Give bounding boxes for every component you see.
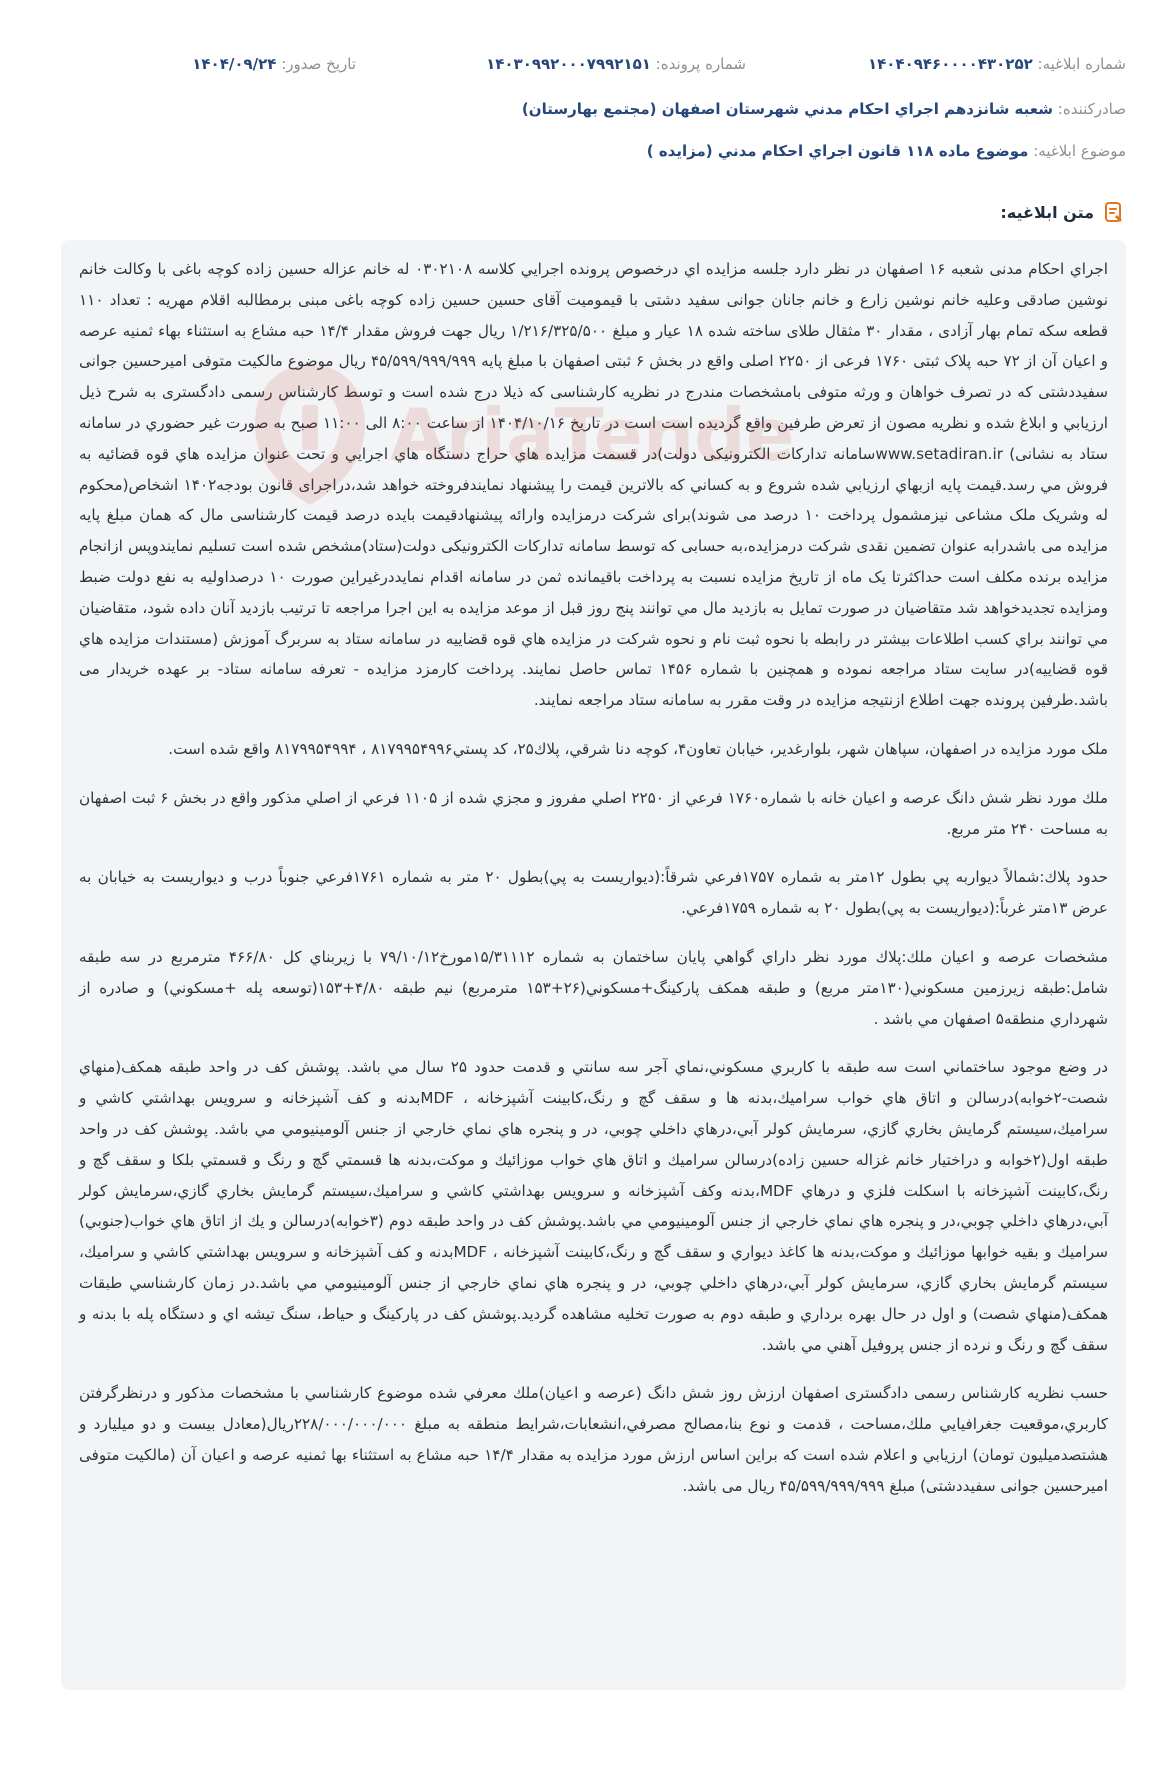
issue-date-label: تاریخ صدور: (281, 55, 356, 73)
issuer-row (48, 100, 1126, 128)
notice-body-box (61, 240, 1126, 1690)
document-icon (1102, 200, 1126, 224)
header-meta-row (48, 55, 1126, 83)
case-number (486, 55, 746, 73)
issuer-label: صادرکننده: (1057, 100, 1126, 118)
notice-body-heading (1000, 200, 1126, 224)
issue-date-value: ۱۴۰۴/۰۹/۲۴ (192, 55, 277, 73)
notice-body-title: متن ابلاغیه: (1000, 202, 1094, 222)
case-number-label: شماره پرونده: (655, 55, 746, 73)
paragraph-current-condition: در وضع موجود ساختماني است سه طبقه با كاربري مسكوني،نماي آجر سه سانتي و قدمت حدود ۲۵ سال مي باشد. پوشش كف در واحد طبقه همكف(منهاي شصت-۲خوابه)درسالن و اتاق هاي خواب سراميك،بدنه ها و سقف گچ و رنگ،كابينت آشپزخانه ، MDFبدنه و كف آشپزخانه و سرويس بهداشتي كاشي و سراميك،سيستم گرمايش بخاري گازي، سرمايش كولر آبي،درهاي داخلي چوبي، در و پنجره هاي نماي خارجي از جنس آلومينيومي مي باشد. پوشش كف در واحد طبقه اول(۲خوابه و دراختيار خانم غزاله حسين زاده)درسالن سراميك و اتاق هاي خواب موزائيك و موكت،بدنه ها قسمتي گچ و رنگ و قسمتي بلكا و سقف گچ و رنگ،كابينت آشپزخانه با اسكلت فلزي و درهاي MDF،بدنه وكف آشپزخانه و سرويس بهداشتي كاشي و سراميك،سيستم گرمايش بخاري گازي،سرمايش كولر آبي،درهاي داخلي چوبي،در و پنجره هاي نماي خارجي از جنس آلومينيومي مي باشد.پوشش كف در واحد طبقه دوم (۳خوابه)درسالن و يك از اتاق هاي خواب(جنوبي) سراميك و بقيه خوابها موزائيك و موكت،بدنه ها كاغذ ديواري و سقف گچ و رنگ،كابينت آشپزخانه ، MDFبدنه و كف آشپزخانه و سرويس بهداشتي كاشي و سراميك، سيستم گرمايش بخاري گازي، سرمايش كولر آبي،درهاي داخلي چوبي، در و پنجره هاي نماي خارجي از جنس آلومينيومي مي باشد.در زمان كارشناسي طبقات همكف(منهاي شصت) و اول در حال بهره برداري و طبقه دوم به صورت تخليه مشاهده گرديد.پوشش كف در پاركينگ و حياط، سنگ تيشه اي و دستگاه پله با بدنه و سقف گچ و رنگ و نرده از جنس پروفيل آهني مي باشد. (79, 1058, 1109, 1354)
paragraph-land-and-building-specs: مشخصات عرصه و اعيان ملك:پلاك مورد نظر داراي گواهي پايان ساختمان به شماره ۱۵/۳۱۱۱۲مورخ۷۹/۱۰/۱۲ با زيربناي كل ۴۶۶/۸۰ مترمربع در سه طبقه شامل:طبقه زيرزمين مسكوني(۱۳۰متر مربع) و طبقه همكف پاركينگ+مسكوني(۲۶+۱۵۳ مترمربع) نيم طبقه ۴/۸۰+۱۵۳(توسعه پله +مسكوني) و صادره از شهرداري منطقه۵ اصفهان مي باشد . (79, 947, 1108, 1028)
case-number-value: ۱۴۰۳۰۹۹۲۰۰۰۷۹۹۲۱۵۱ (486, 55, 651, 73)
notice-number-label: شماره ابلاغیه: (1037, 55, 1126, 73)
notice-number-value: ۱۴۰۴۰۹۴۶۰۰۰۰۴۳۰۲۵۲ (867, 55, 1033, 73)
paragraph-property-registration: ملك مورد نظر شش دانگ عرصه و اعيان خانه با شماره۱۷۶۰ فرعي از ۲۲۵۰ اصلي مفروز و مجزي شده از ۱۱۰۵ فرعي از اصلي مذكور واقع در بخش ۶ ثبت اصفهان به مساحت ۲۴۰ متر مربع. (79, 788, 1108, 838)
issuer-value: شعبه شانزدهم اجراي احكام مدني شهرستان اصفهان (مجتمع بهارستان) (521, 100, 1053, 118)
notice-number (868, 55, 1126, 73)
notice-body-text (79, 254, 1108, 1519)
subject-value: موضوع ماده ۱۱۸ قانون اجراي احكام مدني (مزايده ) (646, 142, 1029, 160)
paragraph-auction-details: اجراي احكام مدنی شعبه ۱۶ اصفهان در نظر دارد جلسه مزايده اي درخصوص پرونده اجرايي كلاسه ۰۳۰۲۱۰۸ له خانم عزاله حسین زاده کوچه باغی با وکالت خانم نوشین صادقی وعلیه خانم نوشین زارع و خانم جانان جوانی سفید دشتی با قیمومیت آقای حسین حسین زاده کوچه باغی مبنی برمطالبه اقلام مهریه : تعداد ۱۱۰ قطعه سکه تمام بهار آزادی ، مقدار ۳۰ مثقال طلای ساخته شده ۱۸ عیار و مبلغ ۱/۲۱۶/۳۲۵/۵۰۰ ریال جهت فروش مقدار ۱۴/۴ حبه مشاع به استثناء بهاء ثمنیه عرصه و اعیان آن از ۷۲ حبه پلاک ثبتی ۱۷۶۰ فرعی از ۲۲۵۰ اصلی واقع در بخش ۶ ثبتی اصفهان با مبلغ پایه ۴۵/۵۹۹/۹۹۹/۹۹۹ ریال موضوع مالکیت متوفی امیرحسین جوانی سفیددشتی که در تصرف خواهان و ورثه متوفی بامشخصات مندرج در نظریه کارشناسی که ذیلا درج شده است و توسط کارشناس رسمی دادگستری به شرح ذيل ارزيابي و ابلاغ شده و نظريه مصون از تعرض طرفين واقع گرديده است است در تاريخ ۱۴۰۴/۱۰/۱۶ از ساعت ۸:۰۰ الی ۱۱:۰۰ صبح به صورت غير حضوري در سامانه ستاد به نشانی) www.setadiran.irسامانه تدارکات الکترونیکی دولت)در قسمت مزايده هاي حراج دستگاه هاي اجرايي و تحت عنوان مزايده هاي قوه قضائيه به فروش مي رسد.قيمت پايه ازبهاي ارزيابي شده شروع و به كساني كه بالاترين قيمت را پيشنهاد نمايندفروخته خواهد شد،دراجرای قانون بودجه۱۴۰۲ اشخاص(محکوم له وشریک ملک مشاعی نیزمشمول پرداخت ۱۰ درصد می شوند)برای شرکت درمزایده وارائه پيشنهادقيمت بايده درصد قیمت کارشناسی مال که همان مبلغ پایه مزایده می باشدرابه عنوان تضمین نقدی شرکت درمزایده،به حسابی که توسط سامانه تدارکات الکترونیکی دولت(ستاد)مشخص شده است تسليم نمايندوپس ازانجام مزايده برنده مكلف است حداكثرتا يک ماه از تاريخ مزايده نسبت به پرداخت باقيمانده ثمن در سامانه اقدام نمايددرغيراين صورت ۱۰ درصداوليه به نفع دولت ضبط ومزايده تجديدخواهد شد متقاضيان در صورت تمايل به بازديد مال مي توانند پنج روز قبل از موعد مزايده به اين اجرا مراجعه تا ترتيب بازديد آنان داده شود، متقاضيان مي توانند براي كسب اطلاعات بيشتر در رابطه با نحوه ثبت نام و نحوه شركت در مزايده هاي قوه قضاييه در سامانه ستاد به سربرگ آموزش (مستندات مزايده هاي قوه قضاييه)در سايت ستاد مراجعه نموده و همچنين با شماره ۱۴۵۶ تماس حاصل نمايند. پرداخت کارمزد مزایده - تعرفه سامانه ستاد- بر عهده خریدار می باشد.طرفین پرونده جهت اطلاع ازنتیجه مزایده در وقت مقرر به سامانه ستاد مراجعه نمایند. (79, 260, 1109, 710)
paragraph-property-address: ملک مورد مزایده در اصفهان، سپاهان شهر، بلوارغدير، خيابان تعاون۴، كوچه دنا شرقي، پلاك۲۵، كد پستي۸۱۷۹۹۵۴۹۹۶ ، ۸۱۷۹۹۵۴۹۹۴ واقع شده است. (168, 739, 1108, 758)
paragraph-property-boundaries: حدود پلاك:شمالاً ديواربه پي بطول ۱۲متر به شماره ۱۷۵۷فرعي شرقاً:(ديواريست به پي)بطول ۲۰ متر به شماره ۱۷۶۱فرعي جنوباً درب و ديواريست به خيابان به عرض ۱۳متر غرباً:(ديواريست به پي)بطول ۲۰ به شماره ۱۷۵۹فرعي. (79, 868, 1109, 918)
paragraph-expert-valuation: حسب نظريه كارشناس رسمی دادگستری اصفهان ارزش روز شش دانگ (عرصه و اعيان)ملك معرفي شده موضوع كارشناسي با مشخصات مذكور و درنظرگرفتن كاربري،موقعيت جغرافيايي ملك،مساحت ، قدمت و نوع بنا،مصالح مصرفي،انشعابات،شرايط منطقه به مبلغ ۲۲۸/۰۰۰/۰۰۰/۰۰۰ريال(معادل بيست و دو ميليارد و هشتصدميليون تومان) ارزيابي و اعلام شده است كه براين اساس ارزش مورد مزایده به مقدار ۱۴/۴ حبه مشاع به استثناء بها ثمنیه عرصه و اعیان آن (مالکیت متوفی امیرحسین جوانی سفیددشتی) مبلغ ۴۵/۵۹۹/۹۹۹/۹۹۹ ریال می باشد. (79, 1384, 1109, 1495)
subject-row (48, 142, 1126, 170)
subject-label: موضوع ابلاغیه: (1033, 142, 1126, 160)
issue-date (192, 55, 356, 73)
